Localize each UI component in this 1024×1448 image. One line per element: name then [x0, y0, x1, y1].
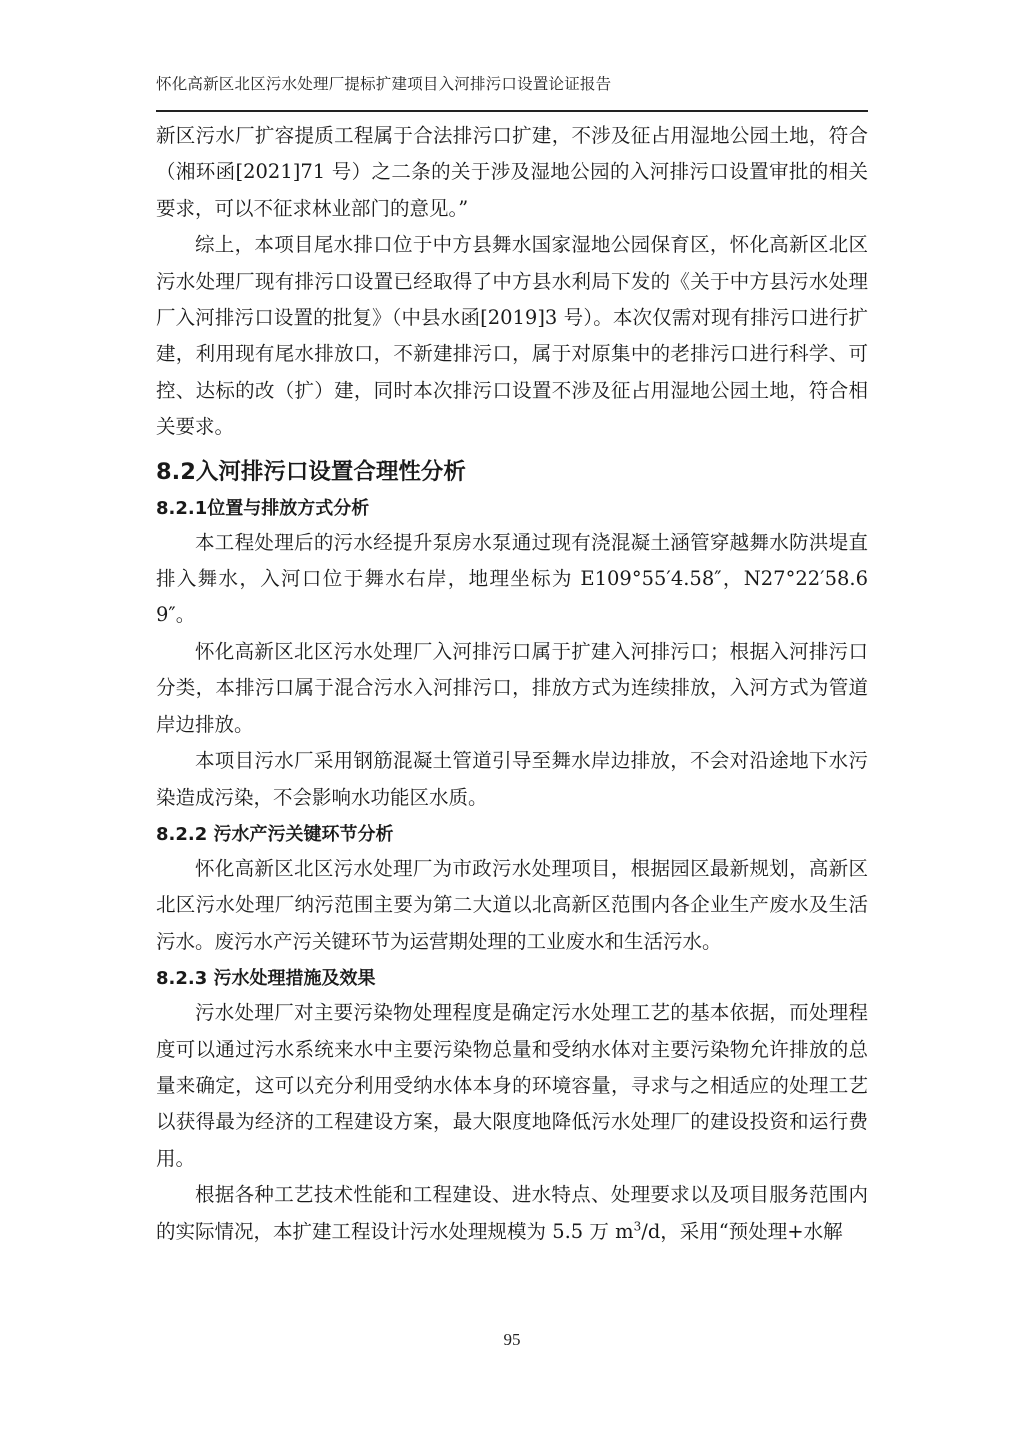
paragraph-treatment-basis: 污水处理厂对主要污染物处理程度是确定污水处理工艺的基本依据，而处理程度可以通过污水系统来水中主要污染物总量和受纳水体对主要污染物允许排放的总量来确定，这可以充分利用受纳水体本身的环境容量，寻求与之相适应的处理工艺以获得最为经济的工程建设方案，最大限度地降低污水处理厂的建设投资和运行费用。 — [156, 1001, 868, 1170]
treatment-scale-text-tail: /d，采用“预处理+水解 — [641, 1219, 843, 1243]
treatment-scale-text: 根据各种工艺技术性能和工程建设、进水特点、处理要求以及项目服务范围内的实际情况，本扩建工程设计污水处理规模为 5.5 万 m — [156, 1183, 868, 1243]
subsection-heading-8-2-1: 8.2.1位置与排放方式分析 — [156, 497, 370, 519]
paragraph-discharge-pipe: 本项目污水厂采用钢筋混凝土管道引导至舞水岸边排放，不会对沿途地下水污染造成污染，不会影响水功能区水质。 — [156, 749, 868, 809]
paragraph-outlet-type: 怀化高新区北区污水处理厂入河排污口属于扩建入河排污口；根据入河排污口分类，本排污口属于混合污水入河排污口，排放方式为连续排放，入河方式为管道岸边排放。 — [156, 639, 868, 736]
paragraph-continuation: 新区污水厂扩容提质工程属于合法排污口扩建，不涉及征占用湿地公园土地，符合（湘环函[2021]71 号）之二条的关于涉及湿地公园的入河排污口设置审批的相关要求，可以不征求林业部门的意见。” — [156, 124, 868, 220]
superscript-exponent: 3 — [633, 1219, 642, 1234]
section-heading-8-2: 8.2入河排污口设置合理性分析 — [156, 458, 466, 485]
page-body — [156, 118, 868, 1250]
paragraph-summary: 综上，本项目尾水排口位于中方县舞水国家湿地公园保育区，怀化高新区北区污水处理厂现有排污口设置已经取得了中方县水利局下发的《关于中方县污水处理厂入河排污口设置的批复》（中县水函[2019]3 号）。本次仅需对现有排污口进行扩建，利用现有尾水排放口，不新建排污口，属于对原集中的老排污口进行科学、可控、达标的改（扩）建，同时本次排污口设置不涉及征占用湿地公园土地，符合相关要求。 — [156, 233, 868, 439]
header-rule — [156, 110, 868, 112]
paragraph-treatment-scale — [156, 1177, 868, 1250]
paragraph-pollution-sources: 怀化高新区北区污水处理厂为市政污水处理项目，根据园区最新规划，高新区北区污水处理厂纳污范围主要为第二大道以北高新区范围内各企业生产废水及生活污水。废污水产污关键环节为运营期处理的工业废水和生活污水。 — [156, 856, 868, 953]
page-number: 95 — [503, 1330, 521, 1349]
paragraph-outlet-location: 本工程处理后的污水经提升泵房水泵通过现有浇混凝土涵管穿越舞水防洪堤直排入舞水，入河口位于舞水右岸，地理坐标为 E109°55′4.58″，N27°22′58.69″。 — [156, 530, 868, 627]
subsection-heading-8-2-3: 8.2.3 污水处理措施及效果 — [156, 968, 376, 990]
subsection-heading-8-2-2: 8.2.2 污水产污关键环节分析 — [156, 823, 394, 845]
running-header: 怀化高新区北区污水处理厂提标扩建项目入河排污口设置论证报告 — [156, 75, 612, 93]
